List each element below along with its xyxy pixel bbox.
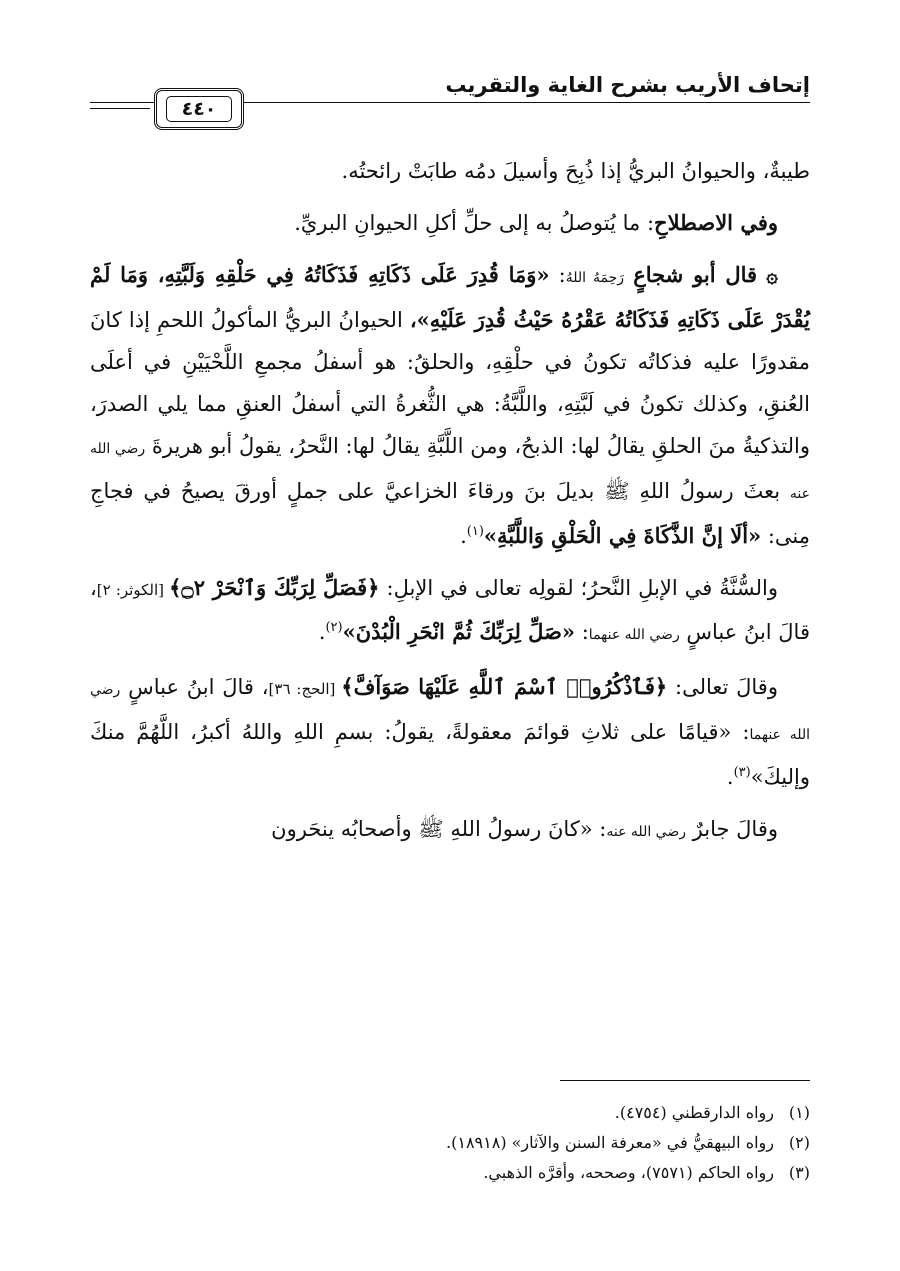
- jabir-text-3: وأصحابُه ينحَرون: [271, 817, 419, 841]
- end-mark: .: [726, 765, 734, 789]
- citation-hajj: [الحج: ٣٦]: [268, 680, 342, 698]
- definition-lead: وفي الاصطلاحِ: [654, 210, 778, 235]
- quran-verse-kawthar: ﴿فَصَلِّ لِرَبِّكَ وَٱنْحَرْ ۝٢﴾: [169, 575, 380, 600]
- explanation-3: بديلَ بنَ ورقاءَ الخزاعيَّ على جملٍ أورقَ يصيحُ في فجاجِ مِنى:: [90, 479, 810, 548]
- footnote-2: [90, 1128, 810, 1158]
- honorific-prophet: ﷺ: [604, 479, 630, 503]
- footnote-text: رواه البيهقيُّ في «معرفة السنن والآثار» (١٨٩١٨).: [446, 1133, 774, 1152]
- jabir-text-2: : «كانَ رسولُ اللهِ: [443, 817, 607, 841]
- paragraph-definition: [90, 202, 810, 244]
- hajj-text-1: وقالَ تعالى:: [667, 675, 778, 699]
- honorific-abu-hurayra: رضي الله عنه: [90, 441, 810, 502]
- jabir-text-1: وقالَ جابرٌ: [686, 817, 778, 841]
- footnote-number: (١): [788, 1103, 810, 1122]
- matn-text: «وَمَا قُدِرَ عَلَى ذَكَاتِهِ فَذَكَاتُهُ فِي حَلْقِهِ وَلَبَّتِهِ، وَمَا لَمْ يُقْدَرْ عَلَى ذَكَاتِهِ فَذَكَاتُهُ عَقْرُهُ حَيْثُ قُدِرَ عَلَيْهِ»،: [90, 262, 810, 332]
- sunnah-text-2: ، قالَ ابنُ عباسٍ: [90, 576, 810, 644]
- honorific-ibn-abbas: رضي الله عنهما: [588, 627, 680, 643]
- definition-text: : ما يُتوصلُ به إلى حلِّ أكلِ الحيوانِ البريِّ.: [294, 211, 655, 235]
- citation-kawthar: [الكوثر: ٢]: [96, 581, 170, 599]
- page-number: ٤٤٠: [166, 96, 232, 122]
- paragraph-1: طيبةٌ، والحيوانُ البريُّ إذا ذُبِحَ وأسيلَ دمُه طابَتْ رائحتُه.: [341, 159, 810, 183]
- explanation-2: بعثَ رسولُ اللهِ: [629, 479, 790, 503]
- explanation-1: الحيوانُ البريُّ المأكولُ اللحمِ إذا كانَ مقدورًا عليه فذكاتُه تكونُ في حلْقِهِ، والحلقُ: هو أسفلُ مجمعِ اللَّحْيَيْنِ في أعلَى العُنقِ، وكذلك تكونُ في لَبَّتِهِ، واللَّبَّةُ: هي الثُّغرةُ التي أسفلُ العنقِ مما يلي الصدرَ، والتذكيةُ منَ الحلقِ يقالُ لها: الذبحُ، ومن اللَّبَّةِ يقالُ لها: النَّحرُ، يقولُ أبو هريرةَ: [90, 308, 810, 458]
- hadith-quote: «ألَا إنَّ الذَّكَاةَ فِي الْحَلْقِ وَاللَّبَّةِ»: [483, 523, 762, 548]
- footnote-ref-3[interactable]: (٣): [733, 765, 751, 780]
- footnote-ref-2[interactable]: (٢): [325, 620, 343, 635]
- footnote-text: رواه الحاكم (٧٥٧١)، وصححه، وأقرَّه الذهبي.: [483, 1163, 774, 1182]
- honorific: رَحِمَهُ اللهُ: [565, 270, 625, 286]
- page-body: [90, 150, 810, 863]
- footnote-1: [90, 1098, 810, 1128]
- honorific-jabir: رضي الله عنه: [606, 824, 686, 840]
- end-mark: .: [460, 524, 467, 548]
- end-mark: .: [318, 620, 326, 644]
- footnote-text: رواه الدارقطني (٤٧٥٤).: [614, 1103, 774, 1122]
- paragraph-sunnah: [90, 567, 810, 656]
- paragraph-matn: [90, 254, 810, 557]
- header-double-lines: [90, 100, 150, 110]
- ibn-abbas-quote: «صَلِّ لِرَبِّكَ ثُمَّ انْحَرِ الْبُدْنَ»: [342, 619, 576, 644]
- sunnah-text-1: والسُّنَّةُ في الإبلِ النَّحرُ؛ لقولِه تعالى في الإبلِ:: [379, 576, 779, 600]
- footnote-3: [90, 1158, 810, 1188]
- colon: :: [549, 263, 566, 287]
- honorific-ibn-abbas-2: رضي الله عنهما: [90, 682, 810, 743]
- quran-verse-hajj: ﴿فَٱذْكُرُوا۟ ٱسْمَ ٱللَّهِ عَلَيْهَا صَوَآفَّ﴾: [341, 674, 668, 699]
- paragraph-jabir: [90, 808, 810, 853]
- footnote-ref-1[interactable]: (١): [466, 524, 484, 539]
- page-number-frame: [154, 88, 244, 130]
- footnote-number: (٢): [788, 1133, 810, 1152]
- paragraph-hajj: [90, 666, 810, 798]
- sunnah-text-3: :: [575, 620, 589, 644]
- book-title: إتحاف الأريب بشرح الغاية والتقريب: [445, 73, 810, 97]
- speaker: قال أبو شجاعٍ: [633, 262, 758, 287]
- rosette-icon: ۞: [766, 263, 778, 287]
- footnote-number: (٣): [788, 1163, 810, 1182]
- footnotes: [90, 1098, 810, 1188]
- hajj-text-3: : «قيامًا على ثلاثِ قوائمَ معقولةً، يقولُ: بسمِ اللهِ واللهُ أكبرُ، اللَّهُمَّ منكَ وإليكَ»: [90, 720, 810, 789]
- footnote-rule: [560, 1080, 810, 1081]
- running-header: [90, 70, 810, 126]
- hajj-text-2: ، قالَ ابنُ عباسٍ: [120, 675, 269, 699]
- honorific-prophet-2: ﷺ: [418, 817, 444, 841]
